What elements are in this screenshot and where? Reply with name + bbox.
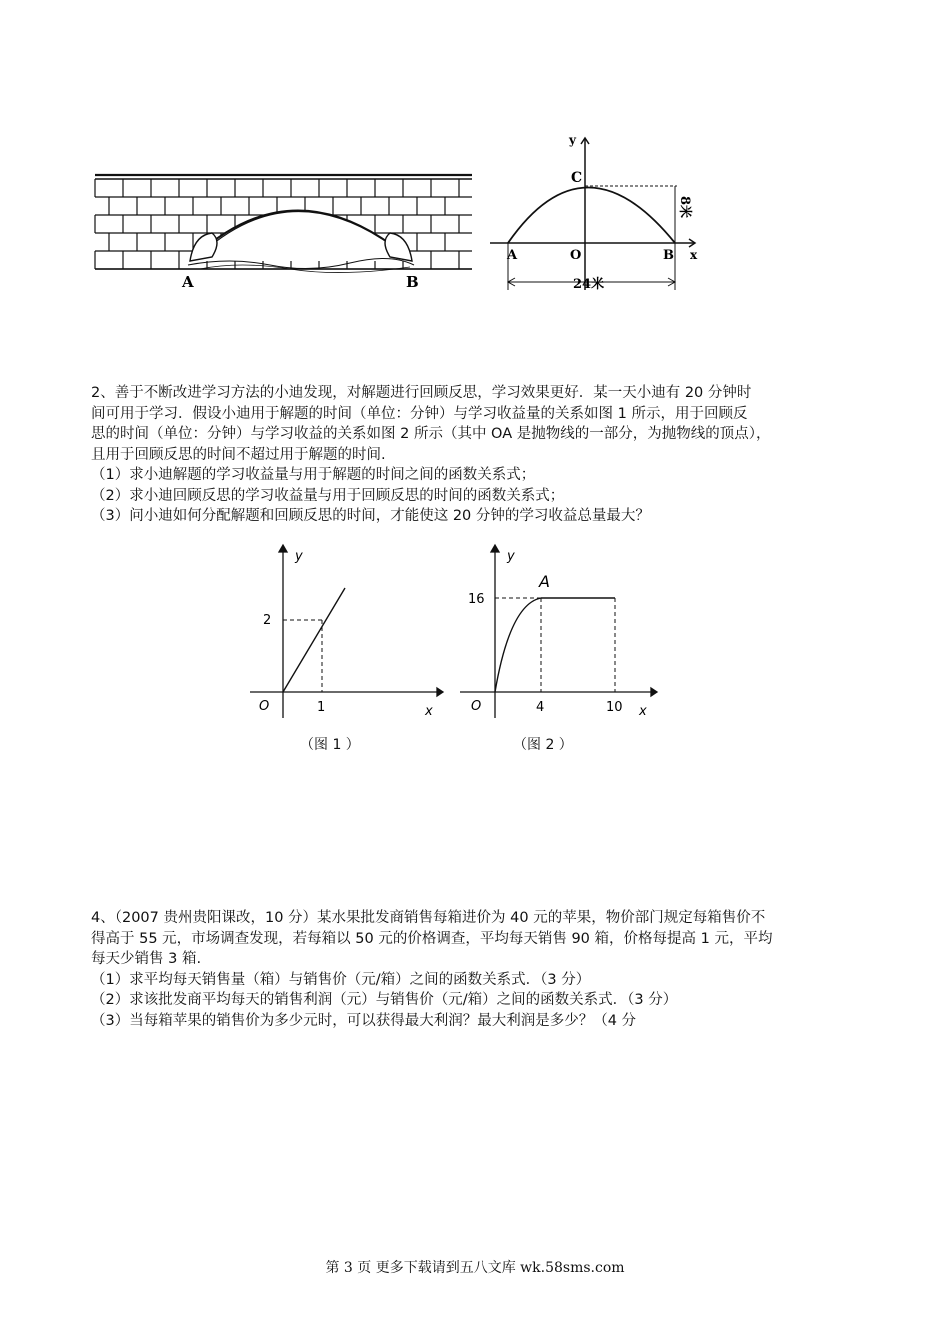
diagram-axis-y: y [569,133,576,147]
fig2-axis-x: x [639,704,647,719]
diagram-axis-x: x [690,248,698,262]
problem-4-line: （3）当每箱苹果的销售价为多少元时，可以获得最大利润？最大利润是多少？（4 分 [91,1012,637,1029]
problem-4-line: 4、（2007 贵州贵阳课改，10 分）某水果批发商销售每箱进价为 40 元的苹果，物价部门规定每箱售价不 [91,910,766,926]
fig1-axis-x: x [425,704,433,719]
fig2-axis-y: y [507,549,515,564]
fig2-tick-y: 16 [468,592,485,607]
fig1-origin: O [259,699,270,714]
problem-4-line: （2）求该批发商平均每天的销售利润（元）与销售价（元/箱）之间的函数关系式．（3 分） [91,992,678,1008]
fig2-origin: O [471,699,482,714]
figure-2-caption: （图 2 ） [513,737,573,753]
fig1-tick-x: 1 [317,700,326,715]
diagram-width-label: 24米 [573,277,605,292]
bridge-label-a: A [182,273,194,291]
diagram-label-a: A [507,248,518,263]
diagram-height-label: 8米 [677,196,692,219]
problem-2-line: 思的时间（单位：分钟）与学习收益的关系如图 2 所示（其中 OA 是抛物线的一部分，为抛物线的顶点）， [91,426,771,442]
problem-4-line: 每天少销售 3 箱. [91,951,202,967]
figure-2-graph [455,540,665,725]
fig1-tick-y: 2 [263,613,272,628]
problem-4-line: 得高于 55 元，市场调查发现，若每箱以 50 元的价格调查，平均每天销售 90 箱，价格每提高 1 元，平均 [91,930,773,947]
fig1-axis-y: y [295,549,303,564]
problem-2-line: （2）求小迪回顾反思的学习收益量与用于回顾反思的时间的函数关系式； [91,487,565,504]
diagram-label-c: C [571,170,583,186]
page-footer: 第 3 页 更多下载请到五八文库 wk.58sms.com [325,1260,625,1276]
figure-1-caption: （图 1 ） [300,737,360,753]
problem-2-line: （3）问小迪如何分配解题和回顾反思的时间，才能使这 20 分钟的学习收益总量最大？ [91,508,650,524]
problem-2-line: 间可用于学习．假设小迪用于解题的时间（单位：分钟）与学习收益量的关系如图 1 所示，用于回顾反 [91,405,748,422]
problem-2-line: 且用于回顾反思的时间不超过用于解题的时间. [91,446,386,463]
fig2-point-a: A [539,572,550,591]
fig2-tick-x1: 4 [536,700,545,715]
problem-4 [91,908,871,1031]
figure-1-graph [245,540,445,725]
bridge-label-b: B [406,273,419,291]
stone-bridge-figure [90,165,480,295]
problem-2 [91,383,871,527]
diagram-label-o: O [570,248,582,263]
problem-4-line: （1）求平均每天销售量（箱）与销售价（元/箱）之间的函数关系式．（3 分） [91,971,591,988]
parabola-bridge-diagram [485,130,705,300]
fig2-tick-x2: 10 [606,700,623,715]
diagram-label-b: B [663,248,674,263]
problem-2-line: （1）求小迪解题的学习收益量与用于解题的时间之间的函数关系式； [91,467,536,483]
problem-2-line: 2、善于不断改进学习方法的小迪发现，对解题进行回顾反思，学习效果更好．某一天小迪有 20 分钟时 [91,385,752,401]
